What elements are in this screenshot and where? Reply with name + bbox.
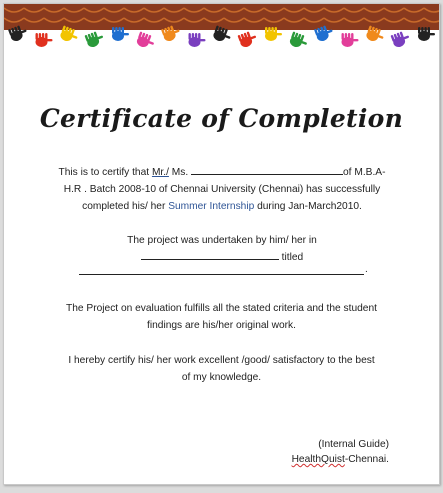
hand-print-icon <box>36 33 53 47</box>
certify-work-paragraph <box>34 352 409 386</box>
name-blank <box>191 165 343 175</box>
project-line: The project was undertaken by him/ her in <box>127 235 317 246</box>
line-end-period: . <box>365 264 368 275</box>
evaluation-paragraph <box>34 300 409 334</box>
certify-text-d: completed his/ her <box>82 201 169 212</box>
signature-block <box>292 437 389 467</box>
hand-print-icon <box>237 30 258 49</box>
internship-highlight: Summer Internship <box>168 201 255 212</box>
titled-text: titled <box>278 252 304 263</box>
project-paragraph <box>42 232 402 266</box>
certificate-body <box>4 104 439 465</box>
evaluation-line-1: The Project on evaluation fulfills all the stated criteria and the student <box>66 303 377 314</box>
certify-text-e: during Jan-March2010. <box>254 201 362 212</box>
certify-batch-line: H.R . Batch 2008-10 of Chennai University (Chennai) has successfully <box>63 184 381 195</box>
hand-print-icon <box>342 33 359 47</box>
certify-work-line-1: I hereby certify his/ her work excellent /good/ satisfactory to the best <box>68 355 375 366</box>
certify-text-b: Ms. <box>168 167 191 178</box>
org-city: -Chennai. <box>344 454 389 465</box>
certify-text-c: of M.B.A- <box>343 167 386 178</box>
guide-role: (Internal Guide) <box>318 439 389 450</box>
certify-work-line-2: of my knowledge. <box>181 372 262 383</box>
company-blank <box>141 250 279 260</box>
mr-label: Mr./ <box>151 167 169 178</box>
project-title-blank <box>79 274 364 275</box>
hand-print-icon <box>390 30 411 49</box>
border-strip <box>4 4 439 30</box>
certificate-page <box>3 3 440 485</box>
certify-paragraph <box>42 164 402 215</box>
decorative-border <box>4 4 439 56</box>
organization <box>292 452 389 467</box>
hand-print-icon <box>84 30 105 49</box>
certify-text-a: This is to certify that <box>58 167 152 178</box>
hand-print-icon <box>189 33 206 47</box>
hand-print-icon <box>135 31 156 50</box>
evaluation-line-2: findings are his/her original work. <box>147 320 296 331</box>
hand-print-icon <box>288 31 309 50</box>
org-name: HealthQuist <box>291 454 345 465</box>
certificate-title: Certificate of Completion <box>39 104 404 133</box>
